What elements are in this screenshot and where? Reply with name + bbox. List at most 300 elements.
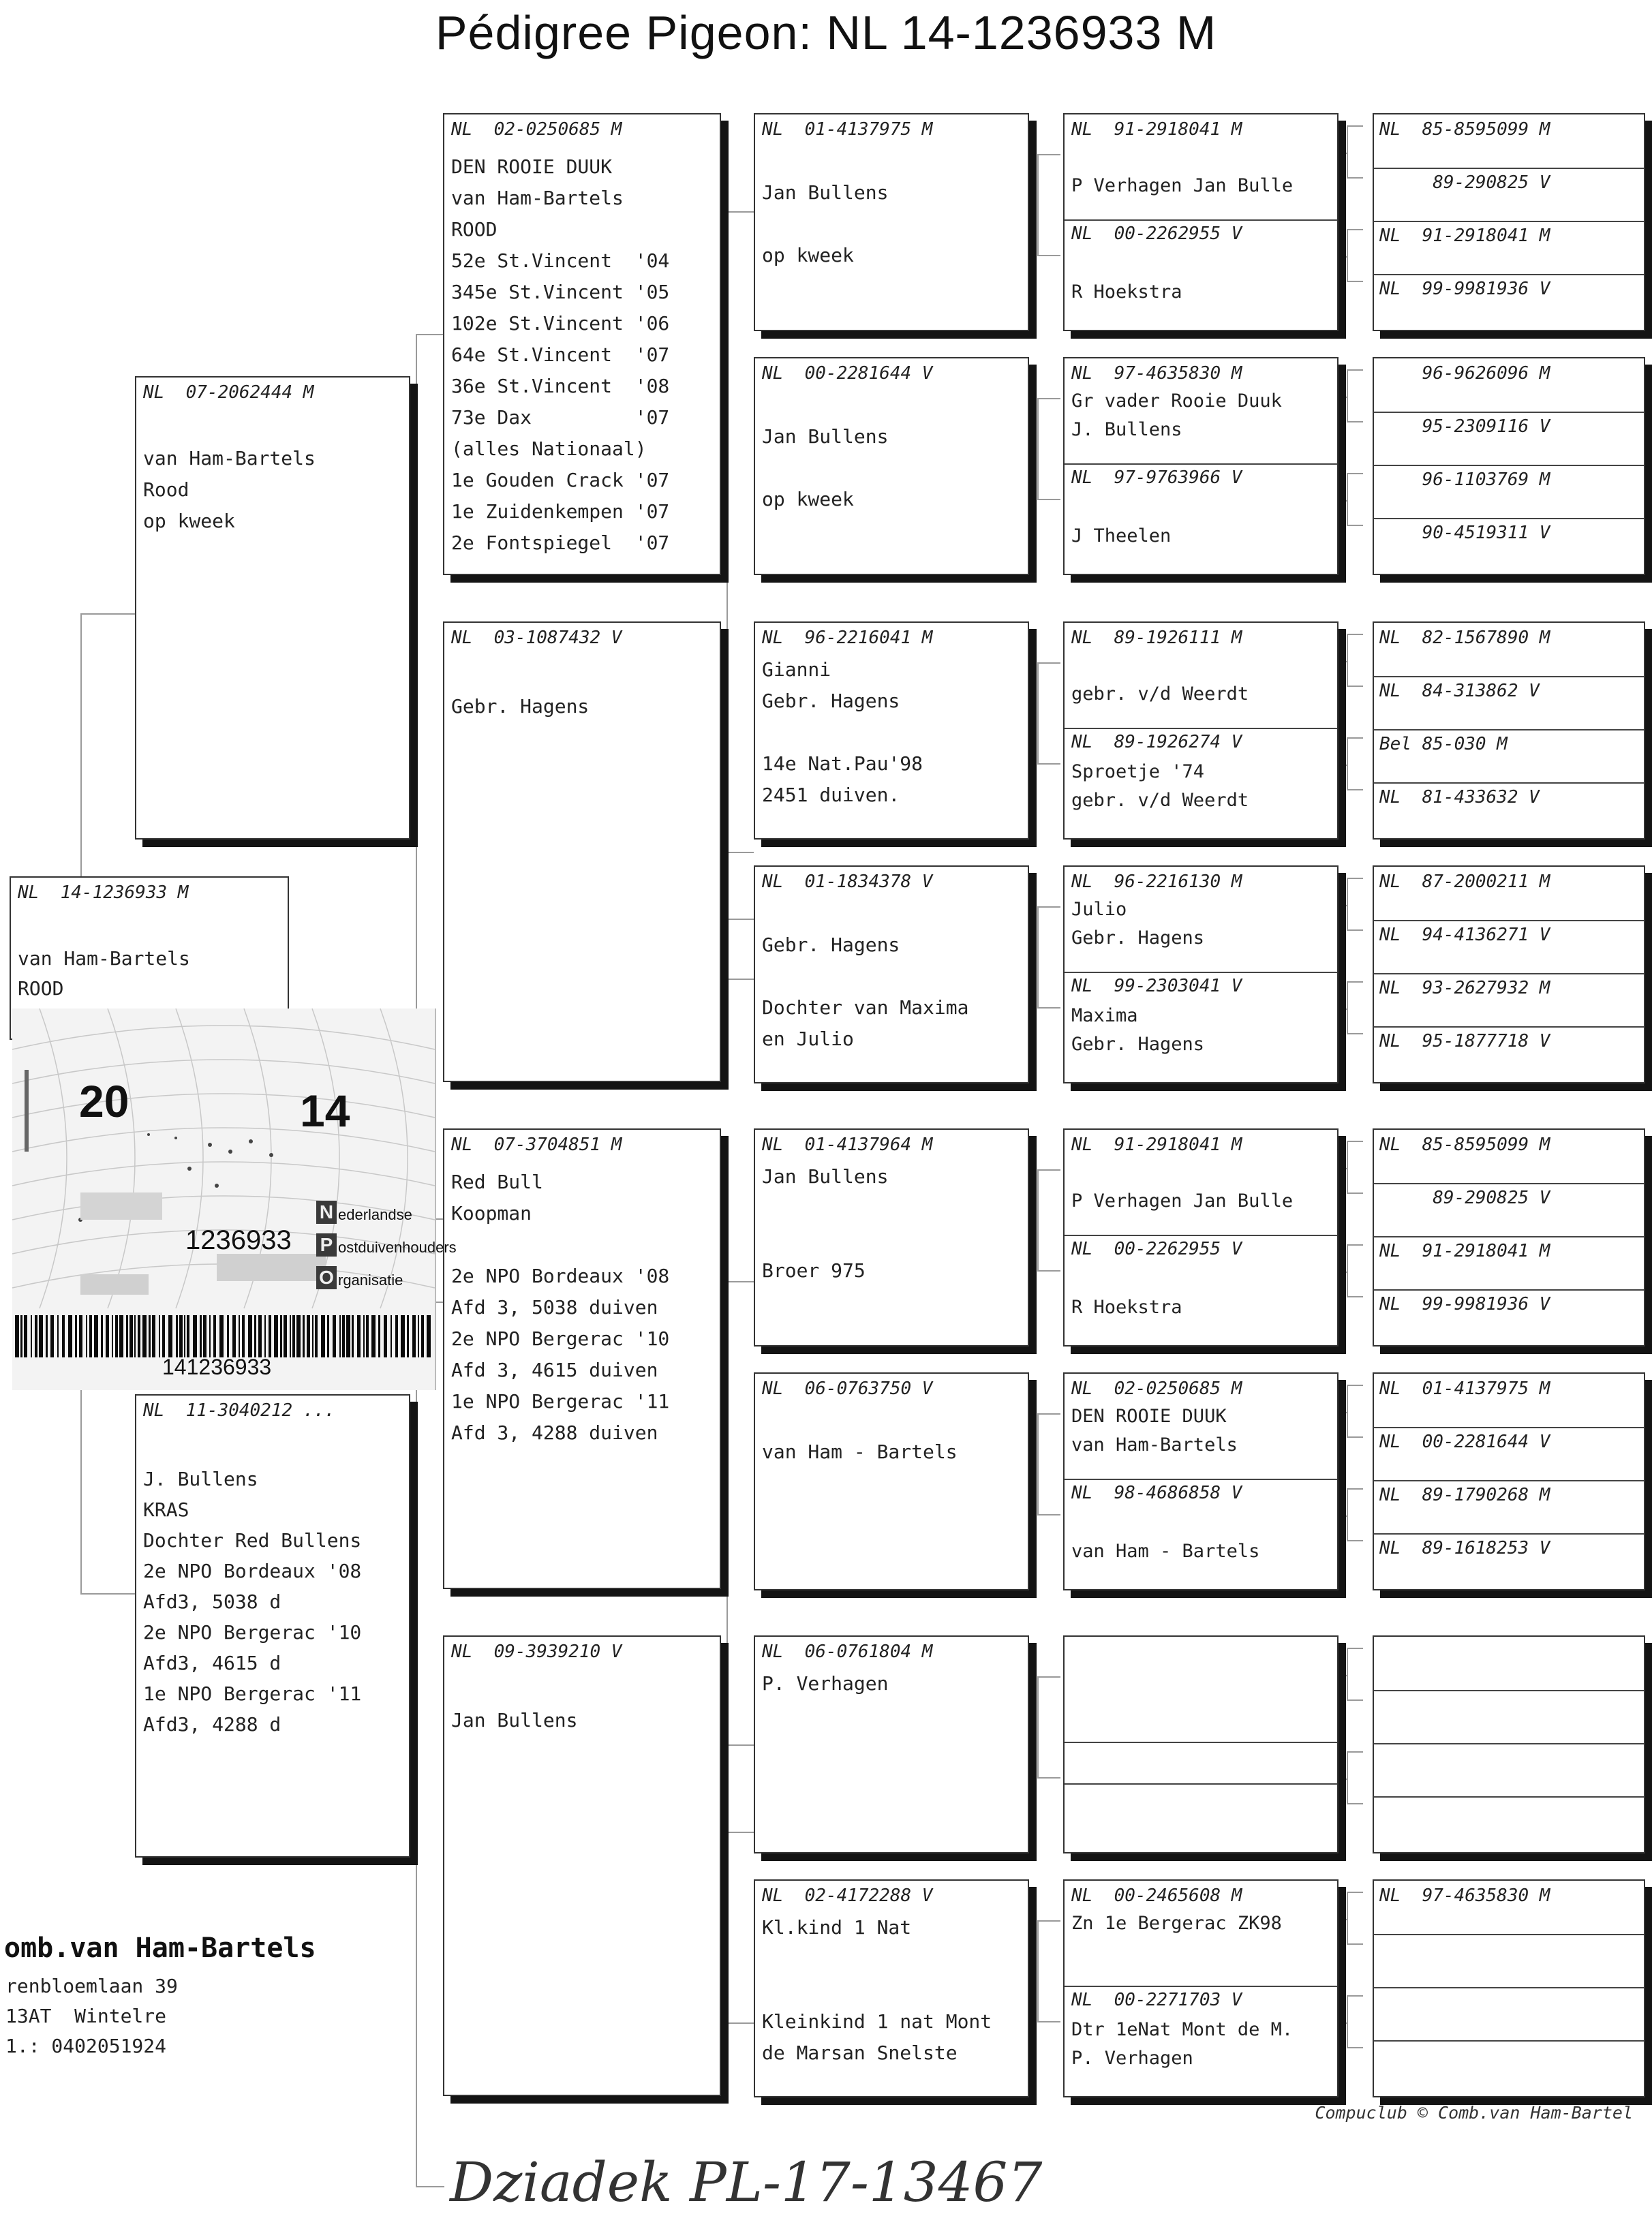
gen5-connector-stub [1339, 905, 1348, 906]
barcode-bar [290, 1315, 291, 1357]
ring-card [12, 1009, 457, 1390]
gen3-box-5 [754, 1128, 1029, 1346]
gen5-connector [1347, 878, 1363, 931]
barcode-bar [357, 1315, 361, 1357]
gen5-divider [1374, 1743, 1644, 1744]
barcode-bar [427, 1315, 431, 1357]
gen2-box-2 [443, 621, 721, 1082]
gen2-box-4 [443, 1635, 721, 2096]
gen4-dam-line: J Theelen [1071, 525, 1172, 547]
card-year-b: 14 [300, 1086, 350, 1136]
gen2-box-3 [443, 1128, 721, 1589]
gen5-connector [1347, 229, 1363, 282]
gen5-connector-stub [1339, 1515, 1348, 1517]
npo-line-1: ederlandse [338, 1206, 412, 1223]
gen2-line: 2e Fontspiegel '07 [451, 532, 670, 554]
gen5-ring-number: NL 84-313862 V [1379, 681, 1540, 701]
npo-line-2: ostduivenhouders [338, 1239, 457, 1256]
barcode-bar [242, 1315, 245, 1357]
gen5-connector [1347, 125, 1363, 179]
gen5-box-1 [1373, 113, 1645, 331]
gen5-box-4 [1373, 865, 1645, 1083]
gen2-line: 73e Dax '07 [451, 406, 670, 429]
gen2-line: Koopman [451, 1202, 532, 1225]
mother-line: KRAS [143, 1498, 189, 1521]
gen4-dam-line: Sproetje '74 [1071, 761, 1205, 782]
gen5-ring-number: NL 95-1877718 V [1379, 1031, 1550, 1051]
gen5-ring-number: NL 00-2281644 V [1379, 1432, 1550, 1452]
barcode-bar [412, 1315, 416, 1357]
barcode-bar [68, 1315, 72, 1357]
gen3-line: Jan Bullens [762, 425, 889, 448]
mother-line: Afd3, 4615 d [143, 1652, 281, 1674]
gen3-ring-number: NL 96-2216041 M [762, 628, 933, 648]
gen3-box-4 [754, 865, 1029, 1083]
barcode-bar [15, 1315, 19, 1357]
barcode-bar [46, 1315, 48, 1357]
gen5-box-8 [1373, 1879, 1645, 2097]
barcode-bar [184, 1315, 185, 1357]
barcode-icon [14, 1315, 431, 1357]
gen5-connector-stub [1339, 1919, 1348, 1920]
gen5-divider [1374, 1796, 1644, 1798]
connector-gen2-c [726, 1281, 754, 2024]
gen2-line: 1e Zuidenkempen '07 [451, 500, 670, 523]
barcode-bar [187, 1315, 189, 1357]
npo-letter-n: N [316, 1201, 337, 1224]
card-ring-number: 1236933 [185, 1225, 292, 1255]
npo-letter-p: P [316, 1233, 337, 1257]
gen2-line: Afd 3, 4288 duiven [451, 1421, 658, 1444]
gen5-connector [1347, 369, 1363, 422]
gen5-divider [1374, 1480, 1644, 1481]
gen5-connector [1347, 1244, 1363, 1297]
gen5-connector-stub [1339, 153, 1348, 154]
father-line: van Ham-Bartels [143, 447, 316, 470]
gen5-ring-number: NL 97-4635830 M [1379, 1886, 1550, 1906]
barcode-bar [395, 1315, 398, 1357]
gen4-box-3 [1063, 621, 1339, 840]
card-year-a: 20 [79, 1076, 129, 1126]
gen3-line: van Ham - Bartels [762, 1441, 958, 1463]
gen2-line: 2e NPO Bergerac '10 [451, 1327, 670, 1350]
gen4-dam-ring-number: NL 97-9763966 V [1071, 467, 1242, 488]
gen3-box-8 [754, 1879, 1029, 2097]
gen5-ring-number: 95-2309116 V [1379, 416, 1550, 437]
barcode-bar [203, 1315, 206, 1357]
gen4-box-4 [1063, 865, 1339, 1083]
gen5-divider [1374, 168, 1644, 169]
gen4-sire-line: DEN ROOIE DUUK [1071, 1406, 1227, 1427]
gen5-connector-stub [1339, 2022, 1348, 2024]
barcode-bar [24, 1315, 27, 1357]
mother-line: J. Bullens [143, 1468, 258, 1490]
gen3-line: en Julio [762, 1028, 854, 1050]
gen2-line: 1e NPO Bergerac '11 [451, 1390, 670, 1413]
gen5-divider [1374, 412, 1644, 413]
handwritten-note [450, 2133, 1227, 2216]
gen5-box-6 [1373, 1372, 1645, 1590]
barcode-bar [138, 1315, 140, 1357]
barcode-bar [75, 1315, 77, 1357]
gen2-box-1 [443, 113, 721, 575]
barcode-bar [115, 1315, 118, 1357]
gen5-divider [1374, 1987, 1644, 1988]
gen3-line: de Marsan Snelste [762, 2042, 958, 2064]
barcode-bar [227, 1315, 229, 1357]
barcode-bar [168, 1315, 172, 1357]
gen4-connector [1037, 906, 1060, 1009]
barcode-bar [193, 1315, 197, 1357]
gen5-connector-stub [1339, 500, 1348, 502]
gen2-line: Red Bull [451, 1171, 543, 1193]
gen3-box-6 [754, 1372, 1029, 1590]
father-ring-number: NL 07-2062444 M [143, 382, 314, 403]
barcode-bar [280, 1315, 282, 1357]
barcode-bar [86, 1315, 87, 1357]
gen4-sire-line: Gebr. Hagens [1071, 927, 1205, 949]
gen5-connector-stub [1339, 1675, 1348, 1676]
gen2-line: ROOD [451, 218, 498, 241]
gen4-connector [1037, 1920, 1060, 2022]
gen5-divider [1374, 1236, 1644, 1237]
barcode-bar [418, 1315, 419, 1357]
gen5-connector [1347, 737, 1363, 790]
gen5-connector [1347, 473, 1363, 526]
gen5-connector [1347, 981, 1363, 1034]
barcode-bar [239, 1315, 240, 1357]
gen3-box-1 [754, 113, 1029, 331]
barcode-bar [258, 1315, 262, 1357]
gen2-ring-number: NL 09-3939210 V [451, 1642, 622, 1662]
gen5-connector-stub [1339, 661, 1348, 662]
gen5-divider [1374, 2040, 1644, 2042]
gen5-ring-number: NL 87-2000211 M [1379, 872, 1550, 892]
gen4-dam-line: R Hoekstra [1071, 281, 1182, 303]
gen4-sire-line: van Ham-Bartels [1071, 1434, 1238, 1456]
barcode-bar [401, 1315, 405, 1357]
gen5-connector-stub [1339, 1272, 1348, 1273]
barcode-bar [39, 1315, 43, 1357]
gen5-box-7 [1373, 1635, 1645, 1853]
gen5-ring-number: NL 99-9981936 V [1379, 279, 1550, 299]
gen4-box-1 [1063, 113, 1339, 331]
gen5-divider [1374, 973, 1644, 974]
barcode-bar [101, 1315, 103, 1357]
gen5-divider [1374, 1026, 1644, 1028]
barcode-bar [296, 1315, 301, 1357]
mother-line: 2e NPO Bergerac '10 [143, 1621, 362, 1644]
gen5-ring-number: 96-1103769 M [1379, 470, 1550, 490]
gen2-ring-number: NL 02-0250685 M [451, 119, 622, 140]
connector-mother [416, 1302, 444, 2187]
barcode-bar [142, 1315, 147, 1357]
breeder-address: renbloemlaan 39 [5, 1975, 178, 1997]
barcode-bar [421, 1315, 424, 1357]
gen4-connector [1037, 398, 1060, 500]
gen3-line: Gebr. Hagens [762, 934, 900, 956]
gen2-line: 52e St.Vincent '04 [451, 249, 670, 272]
handwritten-note-text: Dziadek PL-17-13467 [450, 2151, 1043, 2214]
barcode-bar [126, 1315, 128, 1357]
gen2-ring-number: NL 03-1087432 V [451, 628, 622, 648]
gen4-dam-ring-number: NL 98-4686858 V [1071, 1483, 1242, 1503]
gen3-line: Gianni [762, 658, 831, 681]
gen4-box-5 [1063, 1128, 1339, 1346]
barcode-bar [232, 1315, 236, 1357]
barcode-bar [363, 1315, 365, 1357]
barcode-bar [106, 1315, 109, 1357]
gen3-box-2 [754, 357, 1029, 575]
barcode-bar [292, 1315, 295, 1357]
ring-card-logo-icon [12, 1009, 435, 1308]
gen2-line: 345e St.Vincent '05 [451, 281, 670, 303]
barcode-bar [176, 1315, 178, 1357]
gen5-divider [1374, 1289, 1644, 1291]
gen3-line: Jan Bullens [762, 181, 889, 204]
barcode-bar [307, 1315, 310, 1357]
barcode-bar [371, 1315, 376, 1357]
gen5-box-2 [1373, 357, 1645, 575]
barcode-bar [248, 1315, 252, 1357]
barcode-bar [254, 1315, 256, 1357]
barcode-bar [274, 1315, 278, 1357]
barcode-bar [159, 1315, 160, 1357]
gen5-connector [1347, 1751, 1363, 1804]
gen5-ring-number: NL 91-2918041 M [1379, 226, 1550, 246]
gen3-ring-number: NL 06-0763750 V [762, 1379, 933, 1399]
gen3-ring-number: NL 06-0761804 M [762, 1642, 933, 1662]
gen5-ring-number: NL 82-1567890 M [1379, 628, 1550, 648]
barcode-bar [79, 1315, 82, 1357]
gen4-dam-ring-number: NL 00-2271703 V [1071, 1990, 1242, 2010]
gen5-connector-stub [1339, 1009, 1348, 1010]
gen5-box-5 [1373, 1128, 1645, 1346]
gen3-line: Broer 975 [762, 1259, 866, 1282]
gen5-box-3 [1373, 621, 1645, 840]
gen4-dam-ring-number: NL 00-2262955 V [1071, 1239, 1242, 1259]
gen4-dam-line: R Hoekstra [1071, 1297, 1182, 1318]
gen4-sire-line: Gr vader Rooie Duuk [1071, 390, 1282, 412]
connector-gen2-d [726, 1744, 754, 1833]
gen5-ring-number: NL 85-8595099 M [1379, 119, 1550, 140]
gen3-ring-number: NL 02-4172288 V [762, 1886, 933, 1906]
gen3-ring-number: NL 01-4137975 M [762, 119, 933, 140]
gen3-line: Gebr. Hagens [762, 690, 900, 712]
barcode-bar [327, 1315, 329, 1357]
gen2-line: 36e St.Vincent '08 [451, 375, 670, 397]
gen5-divider [1374, 221, 1644, 222]
gen4-sire-ring-number: NL 00-2465608 M [1071, 1886, 1242, 1906]
gen4-sire-line: P Verhagen Jan Bulle [1071, 175, 1294, 196]
gen4-dam-line: Dtr 1eNat Mont de M. [1071, 2019, 1294, 2040]
gen2-line: (alles Nationaal) [451, 437, 647, 460]
gen4-sire-ring-number: NL 97-4635830 M [1071, 363, 1242, 384]
barcode-bar [129, 1315, 133, 1357]
gen3-line: P. Verhagen [762, 1672, 889, 1695]
barcode-bar [112, 1315, 113, 1357]
barcode-bar [269, 1315, 271, 1357]
gen2-line: van Ham-Bartels [451, 187, 624, 209]
gen5-divider [1374, 1427, 1644, 1428]
gen5-ring-number: NL 89-1790268 M [1379, 1485, 1550, 1505]
gen3-ring-number: NL 00-2281644 V [762, 363, 933, 384]
gen5-divider [1374, 1533, 1644, 1535]
father-line: Rood [143, 478, 189, 501]
gen4-sire-line: P Verhagen Jan Bulle [1071, 1190, 1294, 1212]
barcode-bar [119, 1315, 123, 1357]
gen4-sire-line: J. Bullens [1071, 419, 1182, 440]
footer-credit: Compuclub © Comb.van Ham-Bartel [1315, 2103, 1633, 2123]
barcode-bar [134, 1315, 136, 1357]
gen5-divider [1374, 1183, 1644, 1184]
gen3-box-3 [754, 621, 1029, 840]
gen5-ring-number: NL 85-8595099 M [1379, 1135, 1550, 1155]
gen5-ring-number: Bel 85-030 M [1379, 734, 1508, 754]
breeder-city: 13AT Wintelre [5, 2005, 167, 2027]
gen5-ring-number: NL 89-1618253 V [1379, 1538, 1550, 1558]
gen3-ring-number: NL 01-1834378 V [762, 872, 933, 892]
mother-box [135, 1394, 410, 1858]
gen5-connector-stub [1339, 1779, 1348, 1780]
gen5-ring-number: NL 01-4137975 M [1379, 1379, 1550, 1399]
gen5-connector-stub [1339, 1168, 1348, 1169]
barcode-bar [284, 1315, 287, 1357]
barcode-bar [407, 1315, 409, 1357]
barcode-bar [346, 1315, 350, 1357]
gen3-line: op kweek [762, 244, 854, 266]
barcode-bar [50, 1315, 54, 1357]
gen2-line: Afd 3, 4615 duiven [451, 1359, 658, 1381]
father-box [135, 376, 410, 840]
gen5-divider [1374, 782, 1644, 784]
barcode-bar [179, 1315, 183, 1357]
gen3-box-7 [754, 1635, 1029, 1853]
gen5-ring-number: 89-290825 V [1379, 1188, 1550, 1208]
gen5-ring-number: NL 93-2627932 M [1379, 978, 1550, 998]
barcode-bar [384, 1315, 387, 1357]
gen5-divider [1374, 920, 1644, 921]
barcode-bar [209, 1315, 211, 1357]
gen4-dam-ring-number: NL 00-2262955 V [1071, 224, 1242, 244]
gen5-connector [1347, 1648, 1363, 1701]
barcode-bar [57, 1315, 59, 1357]
gen4-box-2 [1063, 357, 1339, 575]
gen5-ring-number: 90-4519311 V [1379, 523, 1550, 543]
gen4-sire-ring-number: NL 91-2918041 M [1071, 119, 1242, 140]
gen5-ring-number: NL 94-4136271 V [1379, 925, 1550, 945]
gen2-line: Afd 3, 5038 duiven [451, 1296, 658, 1319]
mother-line: Afd3, 5038 d [143, 1590, 281, 1613]
gen4-dam-ring-number: NL 99-2303041 V [1071, 976, 1242, 996]
father-line: op kweek [143, 510, 235, 532]
barcode-bar [342, 1315, 345, 1357]
gen5-connector [1347, 1385, 1363, 1438]
gen5-divider [1374, 274, 1644, 275]
gen3-ring-number: NL 01-4137964 M [762, 1135, 933, 1155]
gen4-connector [1037, 1676, 1060, 1779]
gen5-divider [1374, 676, 1644, 677]
gen5-divider [1374, 1934, 1644, 1935]
npo-line-3: rganisatie [338, 1272, 403, 1289]
gen2-line: Jan Bullens [451, 1709, 578, 1732]
card-barcode-number: 141236933 [162, 1355, 272, 1379]
gen4-sire-line: Zn 1e Bergerac ZK98 [1071, 1913, 1282, 1934]
mother-line: 2e NPO Bordeaux '08 [143, 1560, 362, 1582]
gen4-dam-line: Maxima [1071, 1005, 1138, 1026]
barcode-bar [378, 1315, 380, 1357]
gen3-line: Kl.kind 1 Nat [762, 1916, 912, 1939]
gen4-divider [1065, 1742, 1337, 1743]
barcode-bar [219, 1315, 224, 1357]
gen4-sire-ring-number: NL 89-1926111 M [1071, 628, 1242, 648]
barcode-bar [312, 1315, 313, 1357]
gen3-line: 2451 duiven. [762, 784, 900, 806]
npo-letter-o: O [316, 1266, 337, 1289]
barcode-bar [200, 1315, 202, 1357]
gen4-sire-line: Julio [1071, 899, 1127, 920]
gen5-connector [1347, 1995, 1363, 2048]
gen4-dam-ring-number: NL 89-1926274 V [1071, 732, 1242, 752]
barcode-bar [35, 1315, 37, 1357]
gen4-dam-line: van Ham - Bartels [1071, 1541, 1260, 1562]
barcode-bar [303, 1315, 305, 1357]
barcode-bar [31, 1315, 32, 1357]
gen4-connector [1037, 1413, 1060, 1515]
mother-line: Afd3, 4288 d [143, 1713, 281, 1736]
gen5-divider [1374, 518, 1644, 519]
barcode-bar [391, 1315, 392, 1357]
mother-line: Dochter Red Bullens [143, 1529, 362, 1552]
barcode-bar [149, 1315, 151, 1357]
gen2-line: 1e Gouden Crack '07 [451, 469, 670, 491]
gen5-connector-stub [1339, 1412, 1348, 1413]
gen4-sire-ring-number: NL 91-2918041 M [1071, 1135, 1242, 1155]
gen5-ring-number: NL 99-9981936 V [1379, 1294, 1550, 1314]
subject-loft: van Ham-Bartels [18, 947, 190, 970]
gen5-ring-number: NL 81-433632 V [1379, 787, 1540, 807]
barcode-bar [20, 1315, 22, 1357]
gen2-line: Gebr. Hagens [451, 695, 590, 718]
page-title: Pédigree Pigeon: NL 14-1236933 M [435, 6, 1217, 59]
gen3-line: 14e Nat.Pau'98 [762, 752, 923, 775]
gen4-sire-line: gebr. v/d Weerdt [1071, 683, 1249, 705]
gen3-line: Dochter van Maxima [762, 996, 969, 1019]
gen5-connector-stub [1339, 397, 1348, 398]
connector-gen2-b [726, 852, 754, 920]
gen4-dam-line: P. Verhagen [1071, 2048, 1193, 2069]
barcode-bar [62, 1315, 65, 1357]
gen5-ring-number: 96-9626096 M [1379, 363, 1550, 384]
gen4-box-7 [1063, 1635, 1339, 1853]
gen4-connector [1037, 1169, 1060, 1272]
mother-ring-number: NL 11-3040212 ... [143, 1400, 335, 1421]
gen4-connector [1037, 154, 1060, 256]
breeder-name: omb.van Ham-Bartels [4, 1933, 316, 1964]
gen5-ring-number: NL 91-2918041 M [1379, 1241, 1550, 1261]
gen5-divider [1374, 465, 1644, 466]
gen3-line: Kleinkind 1 nat Mont [762, 2010, 992, 2033]
mother-line: 1e NPO Bergerac '11 [143, 1682, 362, 1705]
barcode-bar [315, 1315, 318, 1357]
barcode-bar [366, 1315, 369, 1357]
gen4-connector [1037, 662, 1060, 765]
gen3-line: Jan Bullens [762, 1165, 889, 1188]
gen5-connector-stub [1339, 256, 1348, 258]
barcode-bar [89, 1315, 92, 1357]
subject-color: ROOD [18, 977, 64, 1000]
barcode-bar [264, 1315, 266, 1357]
